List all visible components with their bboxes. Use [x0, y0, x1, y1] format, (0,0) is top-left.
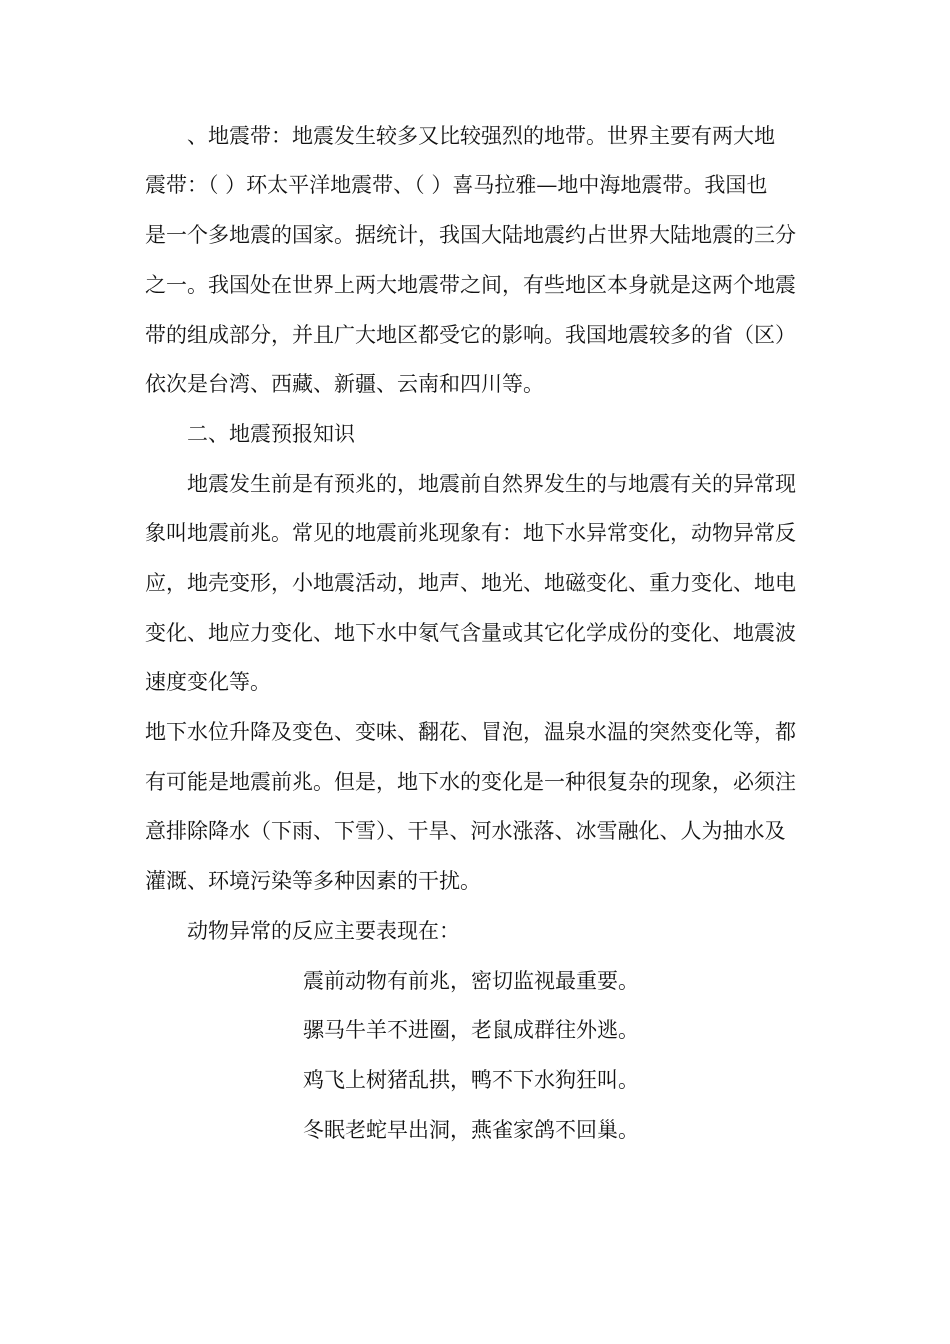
- paragraph-line: 变化、地应力变化、地下水中氡气含量或其它化学成份的变化、地震波: [145, 621, 796, 645]
- paragraph-line: 象叫地震前兆。常见的地震前兆现象有：地下水异常变化，动物异常反: [145, 521, 796, 545]
- paragraph-line: 地震发生前是有预兆的，地震前自然界发生的与地震有关的异常现: [187, 472, 796, 496]
- paragraph-line: 之一。我国处在世界上两大地震带之间，有些地区本身就是这两个地震: [145, 273, 796, 297]
- section-heading: 二、地震预报知识: [187, 422, 355, 446]
- paragraph-line: 有可能是地震前兆。但是，地下水的变化是一种很复杂的现象，必须注: [145, 770, 796, 794]
- paragraph-line: 动物异常的反应主要表现在：: [187, 919, 460, 943]
- poem-line: 冬眠老蛇早出洞，燕雀家鸽不回巢。: [303, 1118, 639, 1142]
- paragraph-line: 震带：（ ）环太平洋地震带、（ ）喜马拉雅—地中海地震带。我国也: [145, 173, 768, 197]
- paragraph-line: 意排除降水（下雨、下雪）、干旱、河水涨落、冰雪融化、人为抽水及: [145, 819, 786, 843]
- paragraph-line: 应，地壳变形，小地震活动，地声、地光、地磁变化、重力变化、地电: [145, 571, 796, 595]
- paragraph-line: 速度变化等。: [145, 670, 271, 694]
- paragraph-line: 灌溉、环境污染等多种因素的干扰。: [145, 869, 481, 893]
- poem-line: 骡马牛羊不进圈，老鼠成群往外逃。: [303, 1018, 639, 1042]
- paragraph-line: 带的组成部分，并且广大地区都受它的影响。我国地震较多的省（区）: [145, 323, 796, 347]
- paragraph-line: 、地震带：地震发生较多又比较强烈的地带。世界主要有两大地: [187, 124, 775, 148]
- poem-line: 鸡飞上树猪乱拱，鸭不下水狗狂叫。: [303, 1068, 639, 1092]
- paragraph-line: 地下水位升降及变色、变味、翻花、冒泡，温泉水温的突然变化等，都: [145, 720, 796, 744]
- poem-line: 震前动物有前兆，密切监视最重要。: [303, 969, 639, 993]
- paragraph-line: 是一个多地震的国家。据统计，我国大陆地震约占世界大陆地震的三分: [145, 223, 796, 247]
- paragraph-line: 依次是台湾、西藏、新疆、云南和四川等。: [145, 372, 544, 396]
